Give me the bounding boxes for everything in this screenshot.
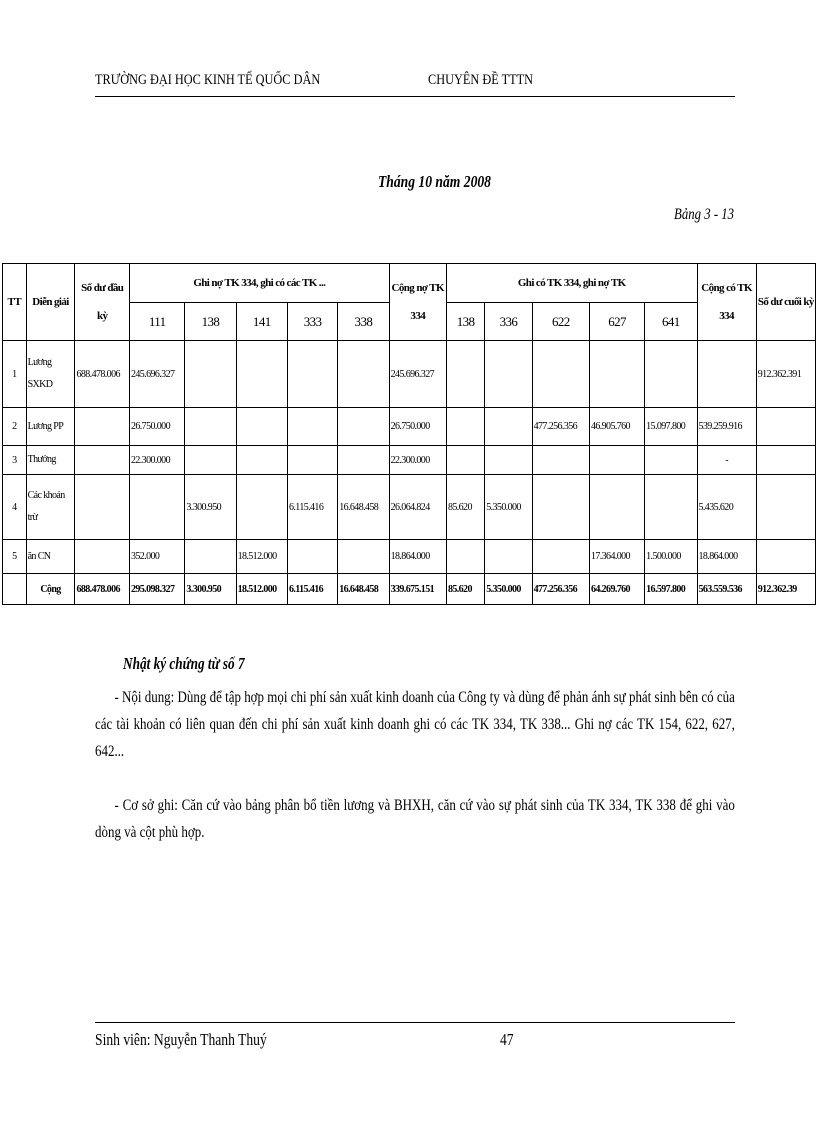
total-cell: 18.512.000	[236, 574, 287, 605]
row-description: ăn CN	[26, 540, 75, 574]
total-cell: 3.300.950	[185, 574, 236, 605]
total-cell: 5.350.000	[485, 574, 532, 605]
paragraph-basis: - Cơ sở ghi: Căn cứ vào bảng phân bổ tiền lương và BHXH, căn cứ vào sự phát sinh của TK 334, TK 338 để ghi vào dòng và cột phù hợp.	[95, 797, 735, 841]
table-cell: 26.064.824	[389, 475, 446, 540]
page-number: 47	[500, 1030, 514, 1049]
table-cell: 6.115.416	[287, 475, 337, 540]
table-cell: 5.435.620	[697, 475, 756, 540]
table-cell	[75, 408, 130, 446]
table-cell	[589, 341, 644, 408]
table-cell: 3.300.950	[185, 475, 236, 540]
ledger-body	[3, 341, 816, 605]
col-header-credit-group: Ghi có TK 334, ghi nợ TK	[446, 264, 697, 303]
table-cell: 46.905.760	[589, 408, 644, 446]
debit-account-111: 111	[129, 303, 184, 341]
total-cell: 16.648.458	[338, 574, 389, 605]
table-cell	[75, 540, 130, 574]
col-header-opening-balance: Số dư đầu kỳ	[75, 264, 130, 341]
total-cell: 477.256.356	[532, 574, 589, 605]
total-label: Cộng	[26, 574, 75, 605]
table-cell	[756, 540, 815, 574]
col-header-debit-group: Ghi nợ TK 334, ghi có các TK ...	[129, 264, 389, 303]
table-cell: 352.000	[129, 540, 184, 574]
debit-account-138: 138	[185, 303, 236, 341]
school-name: TRƯỜNG ĐẠI HỌC KINH TẾ QUỐC DÂN	[95, 72, 321, 88]
table-cell: 16.648.458	[338, 475, 389, 540]
table-cell: 26.750.000	[129, 408, 184, 446]
student-name: Sinh viên: Nguyễn Thanh Thuý	[95, 1030, 267, 1049]
table-cell: 18.864.000	[697, 540, 756, 574]
table-cell	[338, 446, 389, 475]
table-cell	[589, 475, 644, 540]
table-cell: 17.364.000	[589, 540, 644, 574]
table-cell: 245.696.327	[129, 341, 184, 408]
table-cell	[589, 446, 644, 475]
table-row	[3, 475, 816, 540]
credit-account-641: 641	[645, 303, 697, 341]
footer-divider	[95, 1022, 735, 1023]
table-cell: 477.256.356	[532, 408, 589, 446]
table-cell	[446, 341, 484, 408]
row-index: 1	[3, 341, 27, 408]
table-cell	[75, 446, 130, 475]
table-cell: -	[697, 446, 756, 475]
table-cell	[485, 408, 532, 446]
row-description: Các khoản trừ	[26, 475, 75, 540]
table-cell: 539.259.916	[697, 408, 756, 446]
table-cell	[645, 446, 697, 475]
table-cell	[645, 475, 697, 540]
header-divider	[95, 96, 735, 97]
table-cell	[129, 475, 184, 540]
table-cell	[446, 446, 484, 475]
table-cell: 15.097.800	[645, 408, 697, 446]
table-cell	[287, 341, 337, 408]
table-number: Bảng 3 - 13	[674, 206, 735, 223]
credit-account-622: 622	[532, 303, 589, 341]
table-cell	[236, 341, 287, 408]
total-cell: 688.478.006	[75, 574, 130, 605]
table-cell	[532, 475, 589, 540]
total-cell: 6.115.416	[287, 574, 337, 605]
total-cell: 563.559.536	[697, 574, 756, 605]
table-cell	[287, 540, 337, 574]
table-cell	[532, 446, 589, 475]
total-index	[3, 574, 27, 605]
table-cell	[75, 475, 130, 540]
table-cell	[338, 540, 389, 574]
table-cell: 18.864.000	[389, 540, 446, 574]
col-header-description: Diễn giải	[26, 264, 75, 341]
table-cell	[485, 446, 532, 475]
table-cell: 5.350.000	[485, 475, 532, 540]
salary-ledger-table	[2, 263, 816, 605]
table-cell	[287, 446, 337, 475]
table-cell	[756, 408, 815, 446]
total-cell: 16.597.800	[645, 574, 697, 605]
table-cell	[532, 341, 589, 408]
table-cell	[446, 540, 484, 574]
table-cell: 26.750.000	[389, 408, 446, 446]
table-cell	[185, 408, 236, 446]
table-cell	[532, 540, 589, 574]
document-type: CHUYÊN ĐỀ TTTN	[428, 72, 533, 88]
table-cell: 18.512.000	[236, 540, 287, 574]
table-cell: 688.478.006	[75, 341, 130, 408]
debit-account-338: 338	[338, 303, 389, 341]
credit-account-138: 138	[446, 303, 484, 341]
table-cell	[756, 475, 815, 540]
total-cell: 339.675.151	[389, 574, 446, 605]
debit-account-333: 333	[287, 303, 337, 341]
col-header-closing-balance: Số dư cuối kỳ	[756, 264, 815, 341]
credit-account-336: 336	[485, 303, 532, 341]
table-cell	[185, 341, 236, 408]
col-header-tt: TT	[3, 264, 27, 341]
total-row	[3, 574, 816, 605]
table-row	[3, 446, 816, 475]
table-row	[3, 341, 816, 408]
credit-account-627: 627	[589, 303, 644, 341]
table-cell	[756, 446, 815, 475]
total-cell: 85.620	[446, 574, 484, 605]
col-header-total-credit: Cộng có TK 334	[697, 264, 756, 341]
row-description: Thưởng	[26, 446, 75, 475]
table-cell	[697, 341, 756, 408]
table-cell	[338, 341, 389, 408]
table-row	[3, 408, 816, 446]
debit-account-141: 141	[236, 303, 287, 341]
total-cell: 295.098.327	[129, 574, 184, 605]
col-header-total-debit: Cộng nợ TK 334	[389, 264, 446, 341]
table-cell: 912.362.391	[756, 341, 815, 408]
table-cell	[485, 540, 532, 574]
row-index: 4	[3, 475, 27, 540]
row-description: Lương PP	[26, 408, 75, 446]
table-cell: 245.696.327	[389, 341, 446, 408]
table-cell: 22.300.000	[129, 446, 184, 475]
row-index: 3	[3, 446, 27, 475]
table-cell	[185, 446, 236, 475]
paragraph-content: - Nội dung: Dùng để tập hợp mọi chi phí sản xuất kinh doanh của Công ty và dùng để phản ánh sự phát sinh bên có của các tài khoản có liên quan đến chi phí sản xuất kinh doanh ghi có các TK 334, TK 338... Ghi nợ các TK 154, 622, 627, 642...	[95, 689, 735, 760]
total-cell: 64.269.760	[589, 574, 644, 605]
header-row-1	[3, 264, 816, 303]
table-cell	[236, 408, 287, 446]
table-cell: 22.300.000	[389, 446, 446, 475]
table-cell	[236, 475, 287, 540]
table-cell	[287, 408, 337, 446]
table-cell	[185, 540, 236, 574]
table-cell	[236, 446, 287, 475]
row-description: Lương SXKD	[26, 341, 75, 408]
total-cell: 912.362.39	[756, 574, 815, 605]
row-index: 5	[3, 540, 27, 574]
table-row	[3, 540, 816, 574]
row-index: 2	[3, 408, 27, 446]
table-cell: 85.620	[446, 475, 484, 540]
table-cell	[338, 408, 389, 446]
table-cell	[446, 408, 484, 446]
month-title: Tháng 10 năm 2008	[378, 172, 491, 191]
table-cell	[485, 341, 532, 408]
section-title: Nhật ký chứng từ số 7	[123, 654, 245, 673]
table-cell	[645, 341, 697, 408]
table-cell: 1.500.000	[645, 540, 697, 574]
